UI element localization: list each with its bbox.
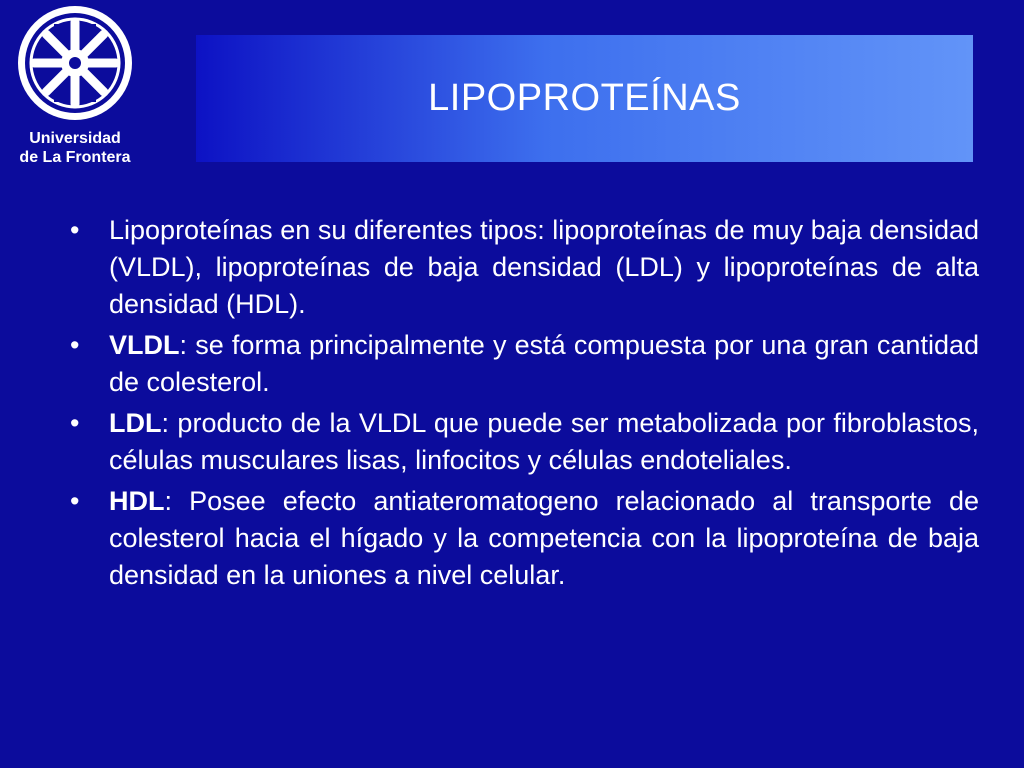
bullet-icon: • <box>70 215 80 245</box>
bullet-icon: • <box>70 408 80 438</box>
slide-body <box>70 212 979 598</box>
university-crest-icon <box>16 2 134 124</box>
bullet-text: Lipoproteínas en su diferentes tipos: lipoproteínas de muy baja densidad (VLDL), lipoproteínas de baja densidad (LDL) y lipoproteínas de alta densidad (HDL). <box>109 215 979 319</box>
bullet-term: HDL <box>109 486 165 516</box>
bullet-text: : Posee efecto antiateromatogeno relacionado al transporte de colesterol hacia el hígado y la competencia con la lipoproteína de baja densidad en la uniones a nivel celular. <box>109 486 979 590</box>
bullet-item-lipoproteins <box>70 212 979 323</box>
bullet-term: LDL <box>109 408 162 438</box>
bullet-term: VLDL <box>109 330 180 360</box>
university-logo <box>5 2 145 170</box>
bullet-item-vldl <box>70 327 979 401</box>
bullet-icon: • <box>70 330 80 360</box>
university-name-line1: Universidad <box>29 130 121 147</box>
bullet-text: : producto de la VLDL que puede ser metabolizada por fibroblastos, células musculares lisas, linfocitos y células endoteliales. <box>109 408 979 475</box>
bullet-item-hdl <box>70 483 979 594</box>
bullet-item-ldl <box>70 405 979 479</box>
bullet-text: : se forma principalmente y está compuesta por una gran cantidad de colesterol. <box>109 330 979 397</box>
university-name-line2: de La Frontera <box>19 149 131 166</box>
bullet-icon: • <box>70 486 80 516</box>
slide-title-banner <box>196 35 973 162</box>
slide-title: LIPOPROTEÍNAS <box>428 77 741 119</box>
bullet-list <box>70 212 979 594</box>
university-name <box>5 129 145 167</box>
